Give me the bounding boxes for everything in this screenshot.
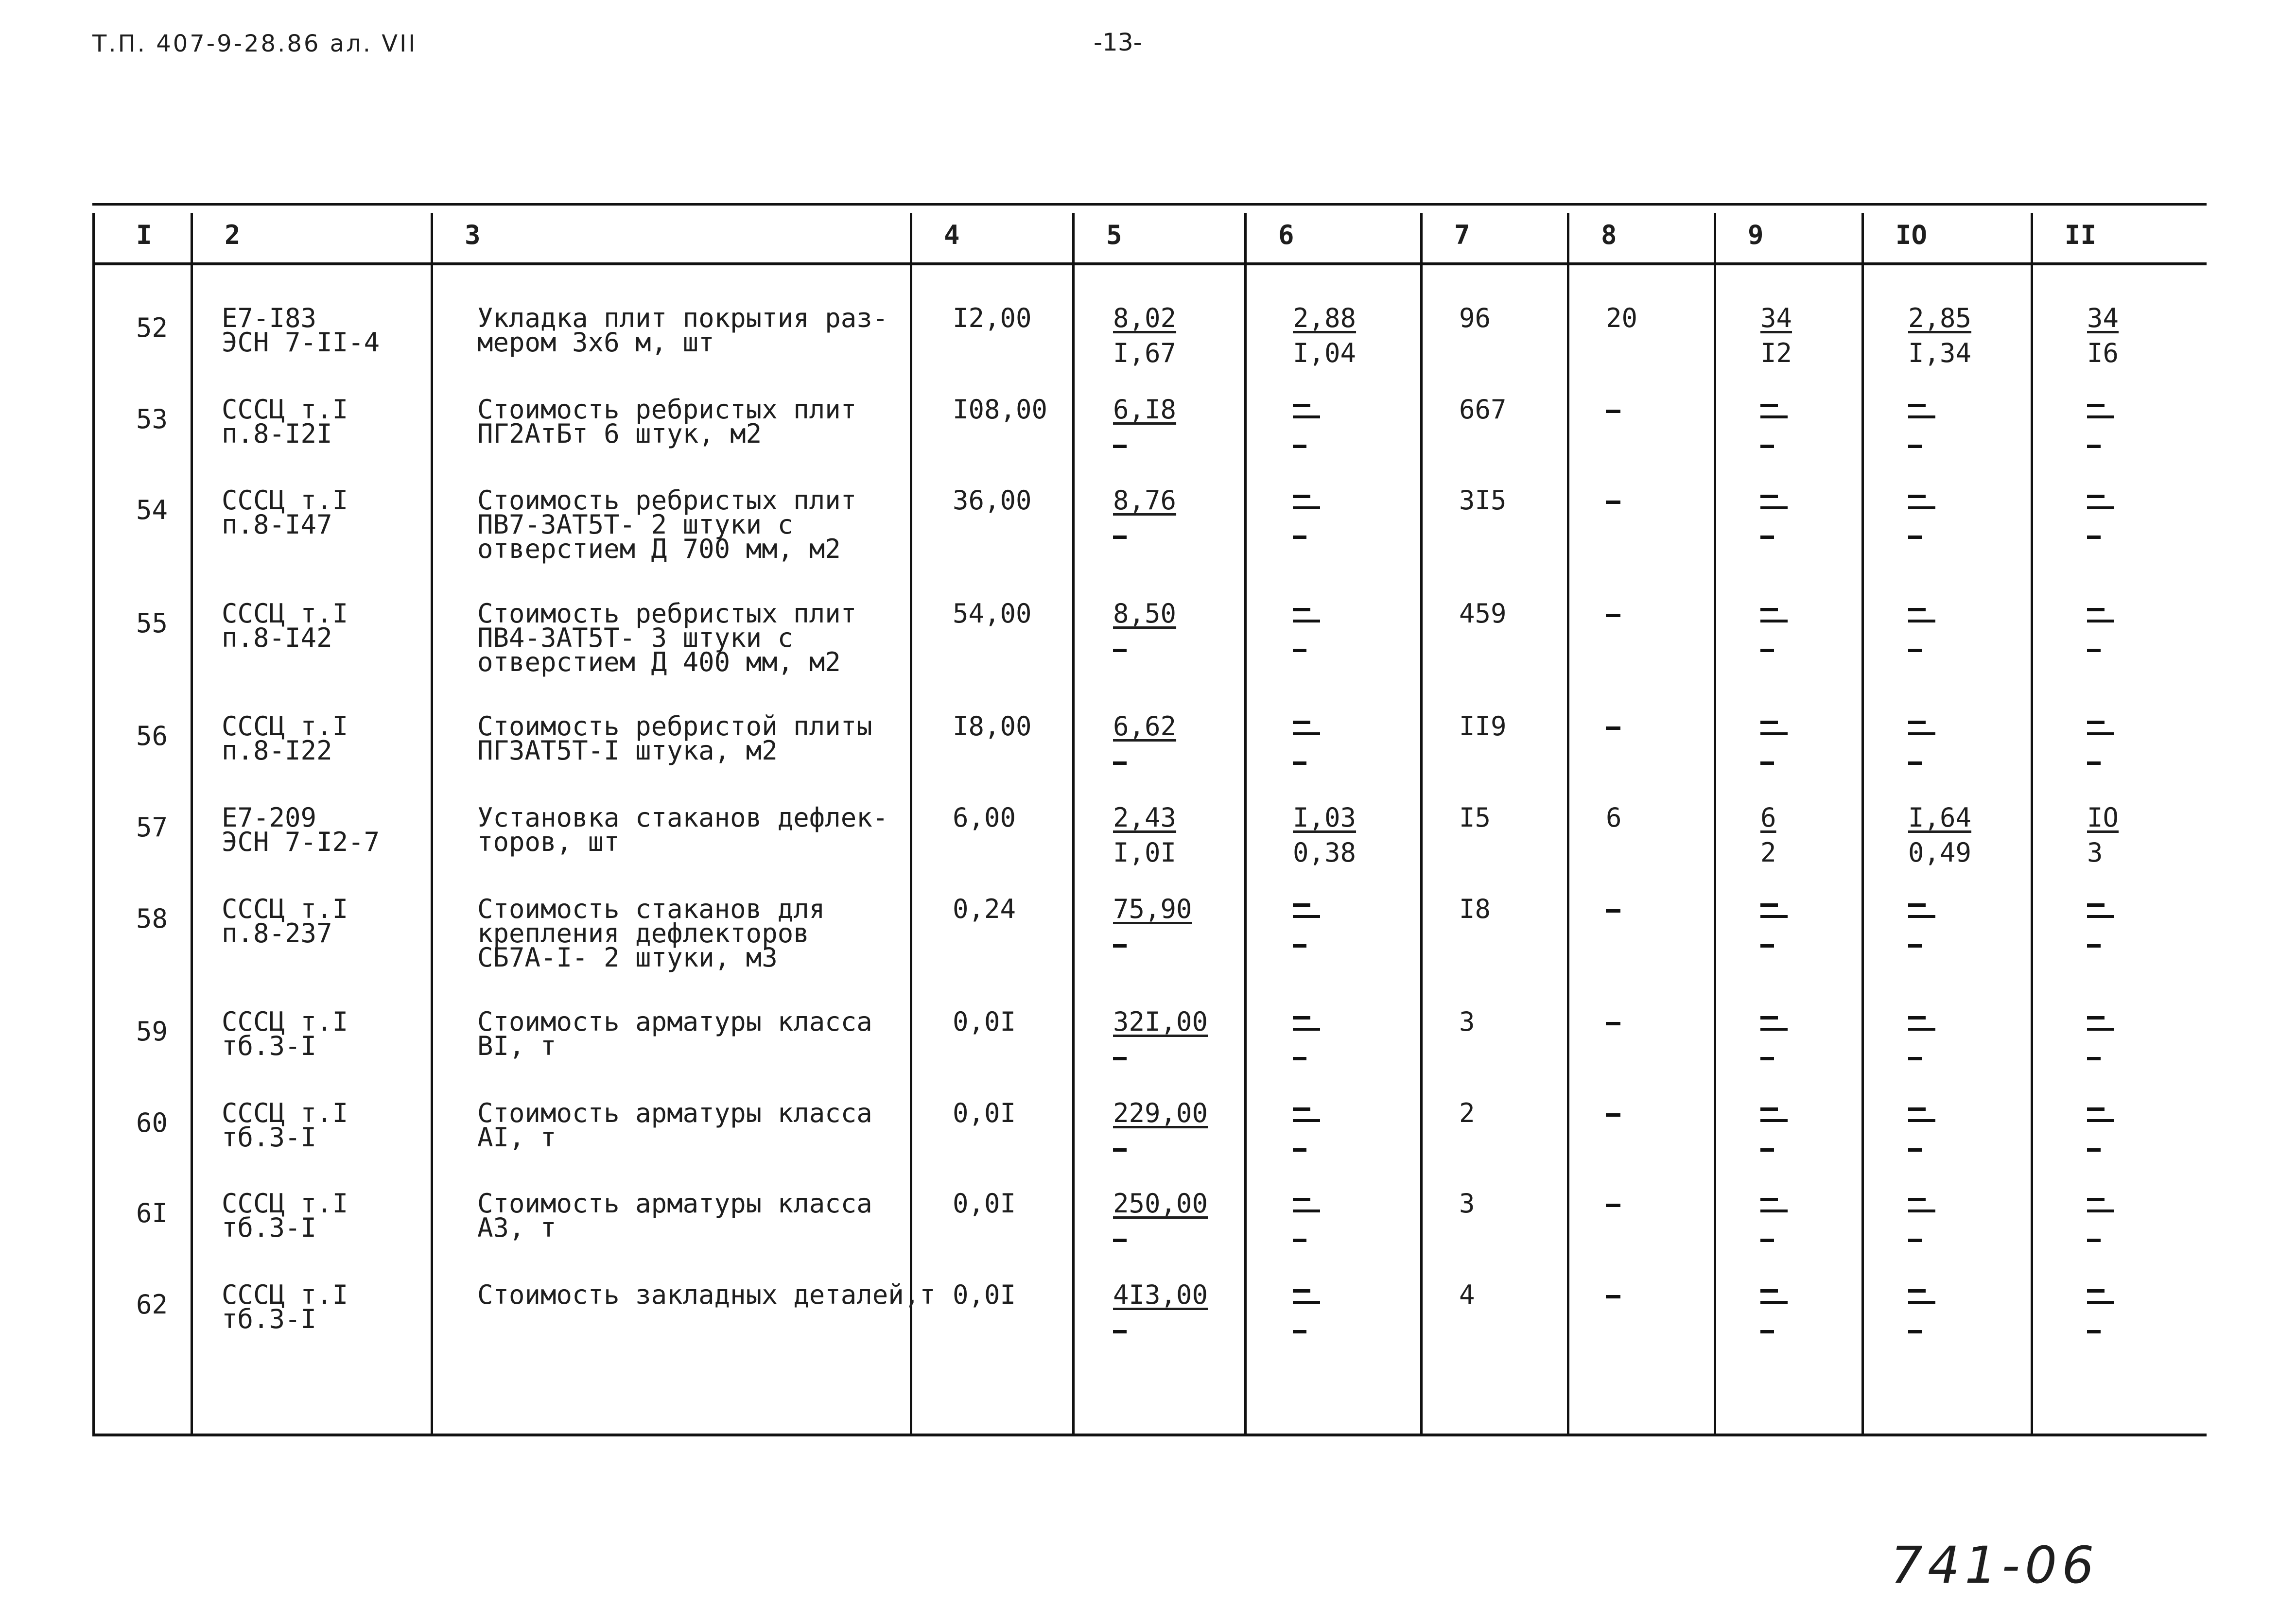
- wage-cost-bottom: [1293, 1318, 1320, 1342]
- column-header: 5: [1106, 220, 1122, 250]
- labor-unit: [1908, 1101, 1935, 1160]
- unit-cost-top: 250,00: [1113, 1188, 1208, 1219]
- labor-unit-bottom: [1908, 1227, 1935, 1251]
- total-wages: [1606, 897, 1620, 921]
- wage-cost: [1293, 897, 1320, 956]
- labor-total: [2087, 303, 2119, 368]
- wage-cost-bottom: 0,38: [1293, 837, 1357, 868]
- labor-unit: [1908, 714, 1935, 774]
- unit-cost-bottom: [1113, 432, 1176, 457]
- labor-total-top: [2087, 1101, 2114, 1125]
- machines-cost: [1760, 714, 1788, 774]
- wage-cost-bottom: [1293, 432, 1320, 457]
- norm-code: СССЦ т.I п.8-I42: [222, 598, 348, 653]
- unit-cost: [1113, 1279, 1208, 1342]
- total-wages: [1606, 714, 1620, 739]
- wage-cost-top: [1293, 397, 1320, 422]
- wage-cost-top: [1293, 1010, 1320, 1034]
- machines-cost-top: [1760, 1283, 1788, 1307]
- machines-cost-bottom: 2: [1760, 837, 1776, 868]
- row-number: 55: [136, 608, 168, 639]
- unit-cost-top: 8,50: [1113, 598, 1177, 629]
- unit-cost-top: 4I3,00: [1113, 1279, 1208, 1310]
- norm-code: СССЦ т.I п.8-I47: [222, 485, 348, 540]
- wage-cost-top: [1293, 1101, 1320, 1125]
- norm-code: СССЦ т.I п.8-I22: [222, 711, 348, 766]
- row-number: 6I: [136, 1198, 168, 1228]
- labor-unit: [1908, 303, 1972, 368]
- labor-unit-bottom: I,34: [1908, 338, 1972, 368]
- machines-cost: [1760, 1010, 1788, 1069]
- row-number: 56: [136, 721, 168, 751]
- labor-total-top: [2087, 1192, 2114, 1216]
- row-number: 52: [136, 312, 168, 343]
- wage-cost-top: [1293, 602, 1320, 626]
- unit-cost-bottom: [1113, 932, 1192, 956]
- row-number: 53: [136, 404, 168, 434]
- labor-unit-top: [1908, 897, 1935, 921]
- total-cost: 4: [1459, 1279, 1475, 1310]
- work-description: Стоимость ребристых плит ПГ2АтБт 6 штук, м2: [477, 394, 857, 449]
- labor-unit-bottom: [1908, 1318, 1935, 1342]
- work-description: Стоимость арматуры класса А3, т: [477, 1188, 872, 1243]
- column-header: II: [2065, 220, 2097, 250]
- quantity: 0,0I: [953, 1006, 1016, 1037]
- column-header: 8: [1601, 220, 1617, 250]
- wage-cost-top: [1293, 1283, 1320, 1307]
- wage-cost-bottom: [1293, 749, 1320, 774]
- row-number: 57: [136, 812, 168, 843]
- column-rule: [191, 213, 193, 1434]
- quantity: 0,0I: [953, 1279, 1016, 1310]
- wage-cost: [1293, 602, 1320, 661]
- column-rule: [1420, 213, 1423, 1434]
- quantity: 0,24: [953, 894, 1016, 924]
- unit-cost-top: 32I,00: [1113, 1006, 1208, 1037]
- column-rule: [1861, 213, 1864, 1434]
- total-wages: [1606, 602, 1620, 626]
- labor-total: [2087, 714, 2114, 774]
- wage-cost-top: [1293, 1192, 1320, 1216]
- wage-cost: [1293, 1101, 1320, 1160]
- quantity: 0,0I: [953, 1188, 1016, 1219]
- table-header-rule: [92, 262, 2207, 265]
- row-number: 58: [136, 903, 168, 934]
- total-wages: [1606, 1101, 1620, 1125]
- wage-cost: [1293, 802, 1357, 868]
- work-description: Стоимость арматуры класса AI, т: [477, 1098, 872, 1153]
- labor-total-top: [2087, 397, 2114, 422]
- quantity: 54,00: [953, 598, 1032, 629]
- machines-cost-top: 34: [1760, 303, 1792, 333]
- wage-cost-top: [1293, 488, 1320, 513]
- labor-total-bottom: [2087, 1318, 2114, 1342]
- labor-total-top: [2087, 602, 2114, 626]
- unit-cost: [1113, 711, 1177, 774]
- labor-total: [2087, 897, 2114, 956]
- machines-cost-top: [1760, 714, 1788, 739]
- labor-total: [2087, 1283, 2114, 1342]
- unit-cost: [1113, 1006, 1208, 1069]
- row-number: 62: [136, 1289, 168, 1320]
- labor-unit: [1908, 488, 1935, 548]
- machines-cost: [1760, 602, 1788, 661]
- machines-cost-top: [1760, 1192, 1788, 1216]
- wage-cost-bottom: I,04: [1293, 338, 1357, 368]
- machines-cost: [1760, 1283, 1788, 1342]
- wage-cost: [1293, 1283, 1320, 1342]
- wage-cost: [1293, 303, 1357, 368]
- wage-cost-top: [1293, 897, 1320, 921]
- labor-unit: [1908, 1010, 1935, 1069]
- quantity: I2,00: [953, 303, 1032, 333]
- labor-unit-top: [1908, 1192, 1935, 1216]
- labor-unit-bottom: [1908, 1045, 1935, 1069]
- machines-cost-bottom: [1760, 523, 1788, 548]
- column-header: 3: [465, 220, 481, 250]
- labor-unit: [1908, 1283, 1935, 1342]
- unit-cost-bottom: [1113, 637, 1176, 661]
- work-description: Стоимость закладных деталей,т: [477, 1279, 936, 1310]
- total-wages: [1606, 1010, 1620, 1034]
- quantity: I8,00: [953, 711, 1032, 742]
- total-wages: [1606, 397, 1620, 422]
- labor-total-top: [2087, 714, 2114, 739]
- machines-cost: [1760, 488, 1788, 548]
- labor-total-top: IO: [2087, 802, 2119, 833]
- machines-cost: [1760, 1101, 1788, 1160]
- norm-code: СССЦ т.I тб.3-I: [222, 1188, 348, 1243]
- column-header: 4: [944, 220, 960, 250]
- labor-total-bottom: I6: [2087, 338, 2119, 368]
- row-number: 60: [136, 1107, 168, 1138]
- labor-total: [2087, 488, 2114, 548]
- unit-cost-bottom: [1113, 1045, 1208, 1069]
- column-header: 6: [1278, 220, 1294, 250]
- table-bottom-rule: [92, 1434, 2207, 1436]
- total-wages: 6: [1606, 802, 1622, 833]
- machines-cost-bottom: [1760, 1227, 1788, 1251]
- wage-cost-top: [1293, 714, 1320, 739]
- work-description: Укладка плит покрытия раз- мером 3х6 м, шт: [477, 303, 888, 358]
- unit-cost-bottom: I,67: [1113, 338, 1177, 368]
- labor-unit-top: [1908, 397, 1935, 422]
- row-number: 59: [136, 1016, 168, 1047]
- total-cost: 667: [1459, 394, 1507, 425]
- labor-total: [2087, 397, 2114, 457]
- machines-cost-bottom: [1760, 932, 1788, 956]
- labor-unit-top: [1908, 488, 1935, 513]
- wage-cost: [1293, 714, 1320, 774]
- machines-cost-bottom: [1760, 1318, 1788, 1342]
- labor-total: [2087, 1101, 2114, 1160]
- work-description: Стоимость арматуры класса BI, т: [477, 1006, 872, 1061]
- labor-unit: [1908, 397, 1935, 457]
- labor-unit-top: [1908, 1283, 1935, 1307]
- norm-code: СССЦ т.I тб.3-I: [222, 1279, 348, 1334]
- labor-unit-bottom: [1908, 637, 1935, 661]
- unit-cost-top: 6,62: [1113, 711, 1177, 742]
- machines-cost-bottom: [1760, 432, 1788, 457]
- norm-code: СССЦ т.I п.8-I2I: [222, 394, 348, 449]
- labor-total-bottom: [2087, 1136, 2114, 1160]
- machines-cost: [1760, 303, 1792, 368]
- machines-cost-bottom: I2: [1760, 338, 1792, 368]
- labor-unit-bottom: [1908, 1136, 1935, 1160]
- wage-cost-top: 2,88: [1293, 303, 1357, 333]
- labor-unit: [1908, 802, 1972, 868]
- norm-code: Е7-I83 ЭСН 7-II-4: [222, 303, 380, 358]
- machines-cost: [1760, 1192, 1788, 1251]
- unit-cost: [1113, 1188, 1208, 1251]
- labor-total: [2087, 602, 2114, 661]
- machines-cost-top: [1760, 397, 1788, 422]
- labor-total-bottom: [2087, 432, 2114, 457]
- column-header: 7: [1454, 220, 1470, 250]
- labor-total-bottom: [2087, 932, 2114, 956]
- labor-total-bottom: [2087, 1227, 2114, 1251]
- norm-code: СССЦ т.I п.8-237: [222, 894, 348, 949]
- wage-cost-top: I,03: [1293, 802, 1357, 833]
- labor-total-top: [2087, 1283, 2114, 1307]
- wage-cost-bottom: [1293, 1045, 1320, 1069]
- column-rule: [910, 213, 912, 1434]
- column-rule: [2031, 213, 2033, 1434]
- unit-cost-bottom: [1113, 749, 1176, 774]
- quantity: 6,00: [953, 802, 1016, 833]
- labor-total: [2087, 1192, 2114, 1251]
- labor-unit-bottom: [1908, 749, 1935, 774]
- column-header: 2: [225, 220, 241, 250]
- labor-total-top: 34: [2087, 303, 2119, 333]
- labor-unit: [1908, 1192, 1935, 1251]
- total-cost: 2: [1459, 1098, 1475, 1128]
- page-number: -13-: [1094, 28, 1142, 56]
- unit-cost-top: 229,00: [1113, 1098, 1208, 1128]
- labor-total-bottom: [2087, 523, 2114, 548]
- wage-cost: [1293, 488, 1320, 548]
- machines-cost-bottom: [1760, 637, 1788, 661]
- machines-cost: [1760, 897, 1788, 956]
- machines-cost: [1760, 802, 1776, 868]
- machines-cost-top: [1760, 897, 1788, 921]
- total-cost: 96: [1459, 303, 1491, 333]
- labor-unit-top: [1908, 1101, 1935, 1125]
- unit-cost-bottom: I,0I: [1113, 837, 1177, 868]
- column-rule: [431, 213, 433, 1434]
- labor-unit-top: [1908, 1010, 1935, 1034]
- labor-total-top: [2087, 488, 2114, 513]
- wage-cost: [1293, 1010, 1320, 1069]
- norm-code: СССЦ т.I тб.3-I: [222, 1098, 348, 1153]
- machines-cost-top: [1760, 488, 1788, 513]
- unit-cost-top: 75,90: [1113, 894, 1192, 924]
- work-description: Стоимость ребристых плит ПВ7-ЗАТ5Т- 2 штуки с отверстием Д 700 мм, м2: [477, 485, 857, 564]
- labor-total-bottom: 3: [2087, 837, 2103, 868]
- column-rule: [1072, 213, 1075, 1434]
- machines-cost-top: 6: [1760, 802, 1776, 833]
- machines-cost-top: [1760, 602, 1788, 626]
- unit-cost-bottom: [1113, 1136, 1208, 1160]
- work-description: Стоимость стаканов для крепления дефлекторов СБ7А-I- 2 штуки, м3: [477, 894, 825, 973]
- labor-unit-bottom: [1908, 523, 1935, 548]
- labor-unit: [1908, 602, 1935, 661]
- machines-cost-bottom: [1760, 1136, 1788, 1160]
- unit-cost: [1113, 1098, 1208, 1160]
- header-stamp: Т.П. 407-9-28.86 ал. VII: [92, 30, 417, 57]
- quantity: 36,00: [953, 485, 1032, 516]
- labor-unit-bottom: [1908, 432, 1935, 457]
- wage-cost-bottom: [1293, 523, 1320, 548]
- work-description: Стоимость ребристых плит ПВ4-ЗАТ5Т- 3 штуки с отверстием Д 400 мм, м2: [477, 598, 857, 677]
- total-wages: [1606, 488, 1620, 513]
- column-rule: [1244, 213, 1247, 1434]
- total-cost: I5: [1459, 802, 1491, 833]
- column-header: I: [136, 220, 152, 250]
- row-number: 54: [136, 495, 168, 525]
- column-header: 9: [1748, 220, 1764, 250]
- unit-cost: [1113, 894, 1192, 956]
- labor-total: [2087, 802, 2119, 868]
- labor-total-top: [2087, 897, 2114, 921]
- machines-cost-bottom: [1760, 1045, 1788, 1069]
- sheet-code: 741-06: [1891, 1536, 2099, 1595]
- unit-cost: [1113, 598, 1177, 661]
- column-rule: [1714, 213, 1716, 1434]
- wage-cost-bottom: [1293, 1136, 1320, 1160]
- machines-cost-bottom: [1760, 749, 1788, 774]
- total-wages: [1606, 1192, 1620, 1216]
- total-cost: II9: [1459, 711, 1507, 742]
- unit-cost-bottom: [1113, 1318, 1208, 1342]
- wage-cost-bottom: [1293, 637, 1320, 661]
- wage-cost: [1293, 1192, 1320, 1251]
- table-top-rule: [92, 203, 2207, 206]
- machines-cost: [1760, 397, 1788, 457]
- labor-unit-top: I,64: [1908, 802, 1972, 833]
- labor-unit-top: [1908, 602, 1935, 626]
- unit-cost: [1113, 802, 1177, 868]
- work-description: Установка стаканов дефлек- торов, шт: [477, 802, 888, 857]
- total-cost: 3I5: [1459, 485, 1507, 516]
- norm-code: Е7-209 ЭСН 7-I2-7: [222, 802, 380, 857]
- work-description: Стоимость ребристой плиты ПГЗАТ5Т-I штука, м2: [477, 711, 872, 766]
- unit-cost-top: 8,02: [1113, 303, 1177, 333]
- labor-total-bottom: [2087, 637, 2114, 661]
- wage-cost-bottom: [1293, 1227, 1320, 1251]
- unit-cost-bottom: [1113, 523, 1176, 548]
- machines-cost-top: [1760, 1101, 1788, 1125]
- machines-cost-top: [1760, 1010, 1788, 1034]
- unit-cost: [1113, 303, 1177, 368]
- column-header: IO: [1896, 220, 1928, 250]
- wage-cost-bottom: [1293, 932, 1320, 956]
- unit-cost-top: 8,76: [1113, 485, 1177, 516]
- labor-total: [2087, 1010, 2114, 1069]
- column-rule: [92, 213, 95, 1434]
- labor-unit-bottom: 0,49: [1908, 837, 1972, 868]
- total-cost: 459: [1459, 598, 1507, 629]
- total-wages: [1606, 1283, 1620, 1307]
- labor-unit-top: [1908, 714, 1935, 739]
- total-wages: 20: [1606, 303, 1638, 333]
- norm-code: СССЦ т.I тб.3-I: [222, 1006, 348, 1061]
- wage-cost: [1293, 397, 1320, 457]
- unit-cost-top: 2,43: [1113, 802, 1177, 833]
- unit-cost-bottom: [1113, 1227, 1208, 1251]
- total-cost: I8: [1459, 894, 1491, 924]
- labor-total-bottom: [2087, 749, 2114, 774]
- total-cost: 3: [1459, 1006, 1475, 1037]
- quantity: 0,0I: [953, 1098, 1016, 1128]
- labor-unit-bottom: [1908, 932, 1935, 956]
- total-cost: 3: [1459, 1188, 1475, 1219]
- quantity: I08,00: [953, 394, 1048, 425]
- column-rule: [1567, 213, 1569, 1434]
- unit-cost: [1113, 485, 1177, 548]
- unit-cost-top: 6,I8: [1113, 394, 1177, 425]
- labor-unit: [1908, 897, 1935, 956]
- labor-unit-top: 2,85: [1908, 303, 1972, 333]
- unit-cost: [1113, 394, 1177, 457]
- labor-total-bottom: [2087, 1045, 2114, 1069]
- labor-total-top: [2087, 1010, 2114, 1034]
